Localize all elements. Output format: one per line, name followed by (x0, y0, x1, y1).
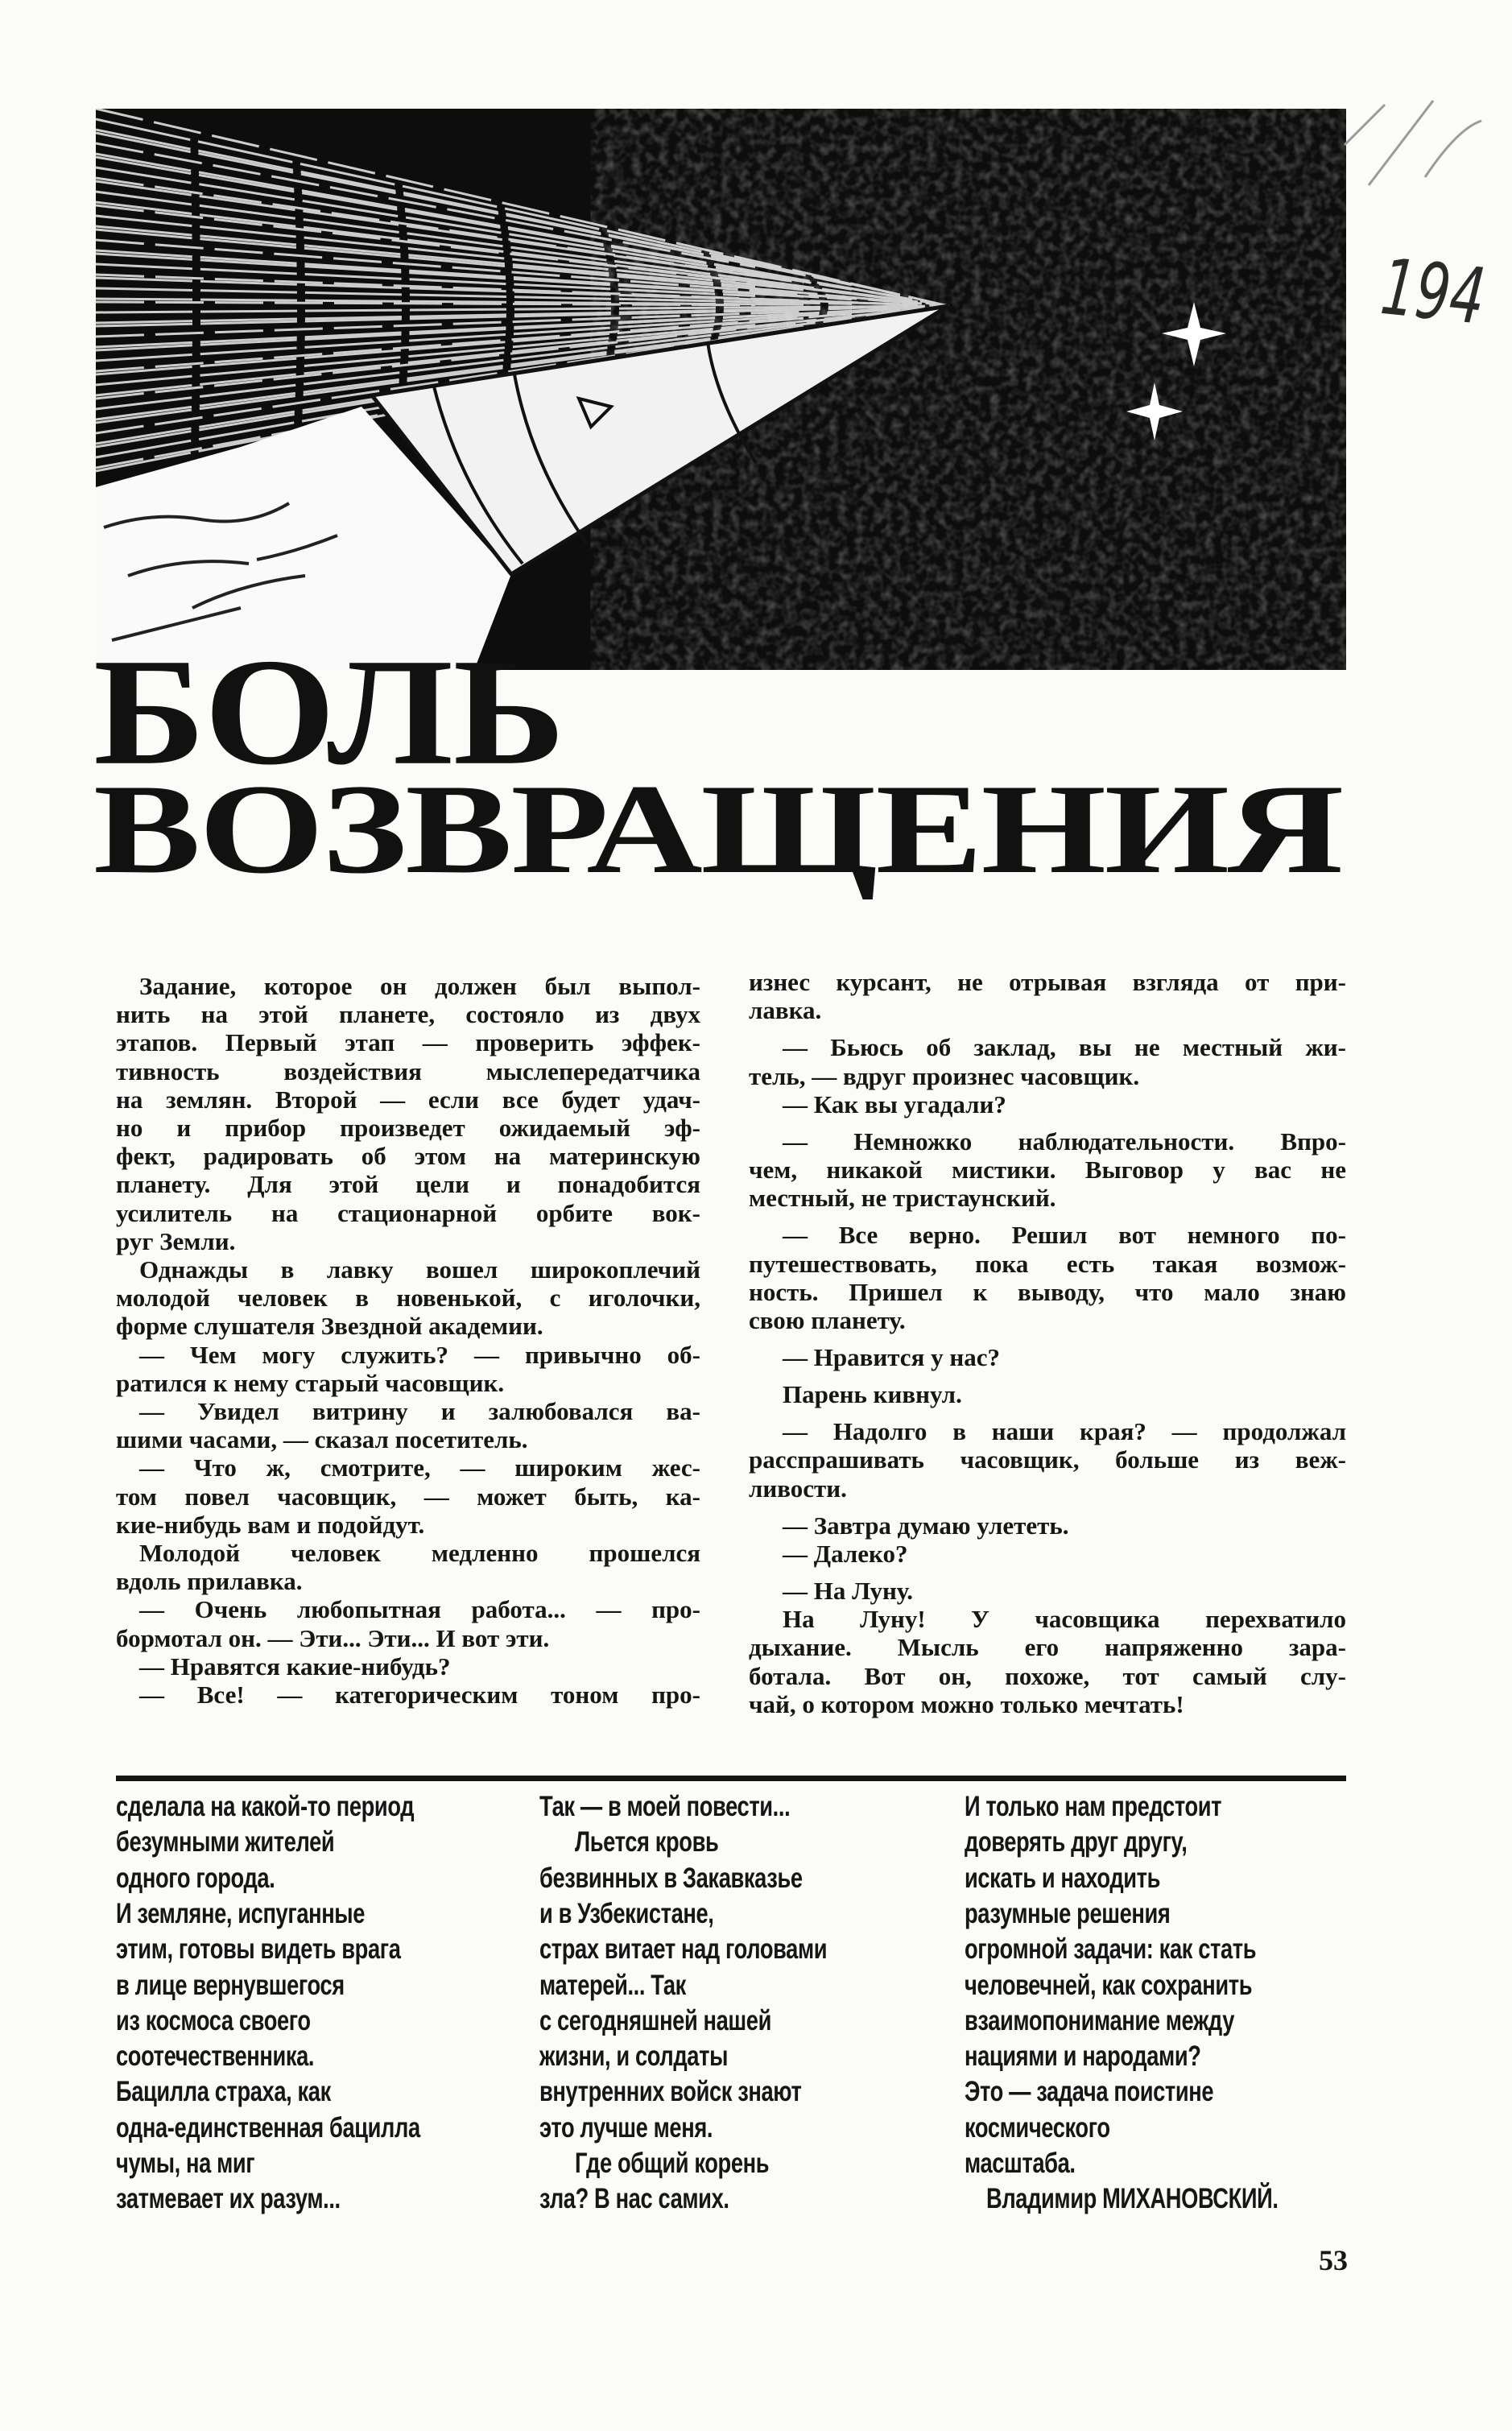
text-line: усилитель на стационарной орбите вок- (116, 1198, 700, 1227)
text-line: и в Узбекистане, (539, 1897, 714, 1929)
text-line: — Очень любопытная работа... — про- (139, 1595, 700, 1624)
text-line: жизни, и солдаты (539, 2040, 728, 2073)
text-line: это лучше меня. (539, 2111, 713, 2144)
text-line: нить на этой планете, состояло из двух (116, 1000, 700, 1029)
text-line: Однажды в лавку вошел широкоплечий (139, 1255, 700, 1284)
text-line: с сегодняшней нашей (539, 2004, 771, 2036)
text-line: ность. Пришел к выводу, что мало знаю (749, 1277, 1346, 1306)
text-line: Льется кровь (575, 1826, 719, 1858)
text-line: космического (965, 2111, 1110, 2144)
afterword-column-3 (965, 1789, 1351, 2224)
text-line: — Нравится у нас? (783, 1343, 1000, 1371)
text-line: огромной задачи: как стать (965, 1933, 1257, 1966)
rocket-illustration (96, 109, 1346, 670)
text-line: — Немножко наблюдательности. Впро- (783, 1127, 1346, 1156)
text-line: в лице вернувшегося (116, 1969, 345, 2001)
text-line: безумными жителей (116, 1826, 335, 1858)
text-line: путешествовать, пока есть такая возмож- (749, 1249, 1346, 1278)
page-number: 53 (1319, 2244, 1348, 2276)
text-line: взаимопонимание между (965, 2004, 1234, 2036)
text-line: зла? В нас самих. (539, 2183, 729, 2215)
author-signature: Владимир МИХАНОВСКИЙ. (986, 2183, 1279, 2215)
text-line: чем, никакой мистики. Выговор у вас не (749, 1156, 1346, 1184)
afterword-column-2 (539, 1789, 926, 2224)
text-line: руг Земли. (116, 1226, 236, 1255)
text-line: безвинных в Закавказье (539, 1862, 803, 1894)
text-line: соотечественника. (116, 2040, 315, 2073)
text-line: дыхание. Мысль его напряженно зара- (749, 1633, 1346, 1662)
text-line: разумные решения (965, 1897, 1171, 1929)
text-line: — На Луну. (783, 1577, 913, 1605)
text-line: Молодой человек медленно прошелся (139, 1539, 700, 1567)
text-line: этим, готовы видеть врага (116, 1933, 401, 1966)
text-line: И только нам предстоит (965, 1791, 1222, 1822)
text-line: — Чем могу служить? — привычно об- (139, 1340, 700, 1369)
text-line: ботала. Вот он, похоже, тот самый слу- (749, 1661, 1346, 1690)
text-line: — Далеко? (783, 1539, 908, 1568)
text-line: — Завтра думаю улететь. (783, 1511, 1069, 1540)
text-line: — Все верно. Решил вот немного по- (783, 1221, 1346, 1250)
text-line: масштаба. (965, 2148, 1076, 2179)
text-line: чай, о котором можно только мечтать! (749, 1689, 1184, 1718)
afterword-column-1 (116, 1789, 470, 2224)
text-line: доверять друг другу, (965, 1826, 1188, 1858)
text-line: внутренних войск знают (539, 2076, 802, 2108)
text-line: Задание, которое он должен был выпол- (139, 972, 700, 1000)
text-line: Парень кивнул. (783, 1380, 962, 1409)
text-line: вдоль прилавка. (116, 1567, 303, 1596)
text-line: сделала на какой-то период (116, 1791, 415, 1822)
text-line: нациями и народами? (965, 2040, 1201, 2073)
text-line: матерей... Так (539, 1969, 686, 2001)
text-line: чумы, на миг (116, 2148, 255, 2179)
headline-line-2: ВОЗВРАЩЕНИЯ (93, 758, 1342, 901)
article-column-1 (116, 972, 700, 1713)
text-line: ливости. (749, 1474, 847, 1503)
handwritten-page-number: 194 (1377, 242, 1489, 342)
text-line: затмевает их разум... (116, 2183, 341, 2215)
text-line: одного города. (116, 1862, 275, 1894)
text-line: Бацилла страха, как (116, 2076, 331, 2108)
section-divider (116, 1776, 1346, 1781)
text-line: бормотал он. — Эти... Эти... И вот эти. (116, 1623, 550, 1652)
text-line: на землян. Второй — если все будет удач- (116, 1085, 700, 1114)
text-line: свою планету. (749, 1305, 906, 1334)
text-line: форме слушателя Звездной академии. (116, 1312, 543, 1341)
text-line: том повел часовщик, — может быть, ка- (116, 1482, 700, 1511)
text-line: тель, — вдруг произнес часовщик. (749, 1061, 1140, 1090)
headline-line-1: БОЛЬ (93, 627, 565, 797)
text-line: Это — задача поистине (965, 2076, 1214, 2108)
text-line: расспрашивать часовщик, больше из веж- (749, 1445, 1346, 1474)
text-line: этапов. Первый этап — проверить эффек- (116, 1028, 700, 1057)
text-line: — Нравятся какие-нибудь? (139, 1652, 451, 1681)
text-line: Где общий корень (575, 2148, 770, 2179)
text-line: — Надолго в наши края? — продолжал (783, 1417, 1346, 1446)
text-line: — Как вы угадали? (783, 1089, 1006, 1118)
text-line: но и прибор произведет ожидаемый эф- (116, 1114, 700, 1142)
text-line: фект, радировать об этом на материнскую (116, 1142, 700, 1171)
text-line: местный, не тристаунский. (749, 1184, 1056, 1213)
text-line: — Все! — категорическим тоном про- (139, 1681, 700, 1709)
text-line: кие-нибудь вам и подойдут. (116, 1510, 425, 1539)
text-line: из космоса своего (116, 2004, 311, 2036)
text-line: лавка. (749, 996, 822, 1025)
text-line: молодой человек в новенькой, с иголочки, (116, 1284, 700, 1313)
text-line: И земляне, испуганные (116, 1897, 366, 1929)
article-column-2 (749, 968, 1346, 1718)
text-line: одна-единственная бацилла (116, 2111, 420, 2144)
text-line: Так — в моей повести... (539, 1791, 791, 1822)
text-line: страх витает над головами (539, 1933, 828, 1966)
pencil-mark (1336, 97, 1498, 193)
text-line: — Увидел витрину и залюбовался ва- (139, 1397, 700, 1425)
text-line: планету. Для этой цели и понадобится (116, 1170, 700, 1199)
text-line: тивность воздействия мыслепередатчика (116, 1056, 700, 1085)
text-line: ратился к нему старый часовщик. (116, 1368, 505, 1397)
text-line: шими часами, — сказал посетитель. (116, 1425, 528, 1454)
text-line: — Бьюсь об заклад, вы не местный жи- (783, 1033, 1346, 1062)
text-line: изнес курсант, не отрывая взгляда от при- (749, 968, 1346, 996)
text-line: человечней, как сохранить (965, 1969, 1253, 2001)
text-line: На Луну! У часовщика перехватило (783, 1605, 1346, 1634)
text-line: — Что ж, смотрите, — широким жес- (139, 1453, 700, 1482)
text-line: искать и находить (965, 1862, 1161, 1894)
